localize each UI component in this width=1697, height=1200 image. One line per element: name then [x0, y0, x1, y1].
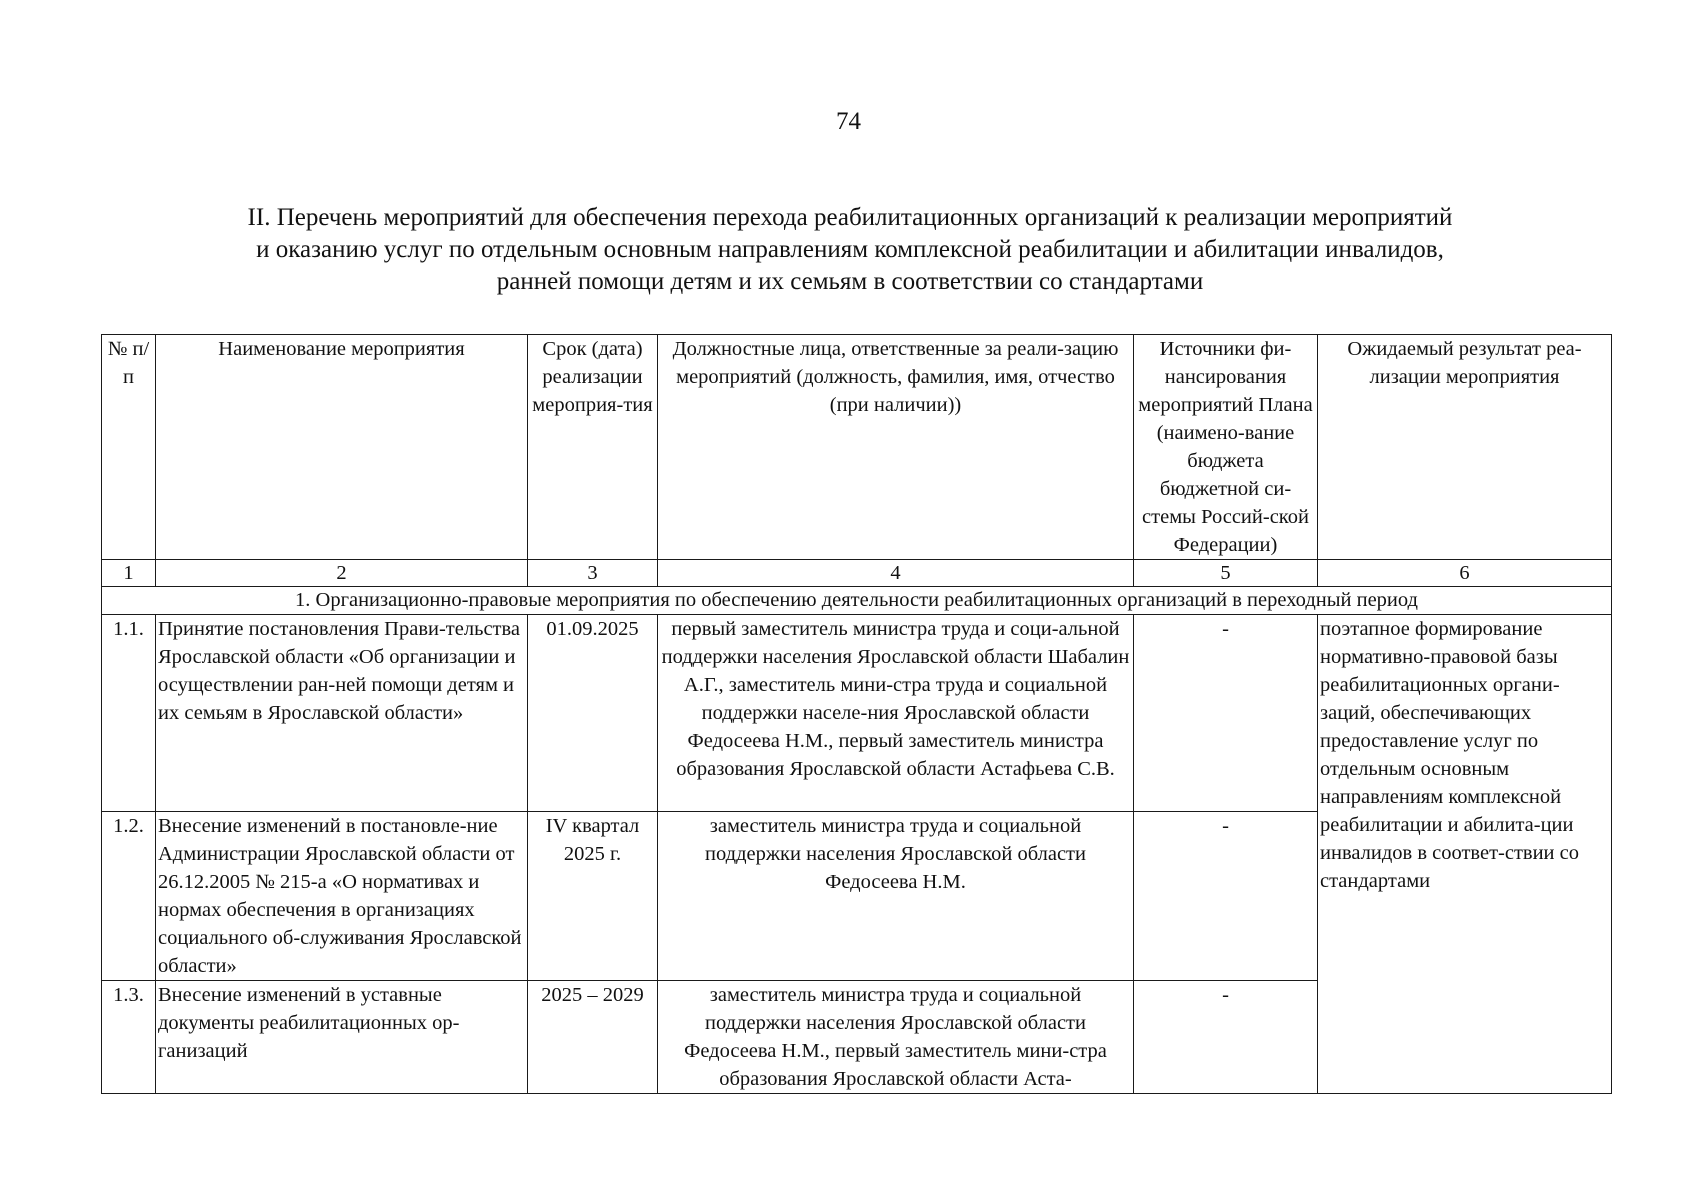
header-responsible: Должностные лица, ответственные за реали-зацию мероприятий (должность, фамилия, имя, отчество (при наличии)) — [658, 335, 1134, 560]
row-number: 1.3. — [102, 981, 156, 1094]
section-title-line-2: и оказанию услуг по отдельным основным направлениям комплексной реабилитации и абилитации инвалидов, — [256, 236, 1444, 263]
responsible-persons: заместитель министра труда и социальной поддержки населения Ярославской области Федосеева Н.М., первый заместитель мини-стра образования Ярославской области Аста- — [658, 981, 1134, 1094]
funding-source: - — [1134, 812, 1318, 981]
column-number: 3 — [528, 560, 658, 587]
funding-source: - — [1134, 981, 1318, 1094]
table-header-row — [102, 335, 1612, 560]
header-number: № п/п — [102, 335, 156, 560]
funding-source: - — [1134, 615, 1318, 812]
table-row — [102, 615, 1612, 812]
row-number: 1.2. — [102, 812, 156, 981]
column-number: 2 — [156, 560, 528, 587]
column-number: 4 — [658, 560, 1134, 587]
page-number: 74 — [836, 108, 861, 135]
responsible-persons: заместитель министра труда и социальной поддержки населения Ярославской области Федосеева Н.М. — [658, 812, 1134, 981]
measure-name: Принятие постановления Прави-тельства Ярославской области «Об организации и осуществлении ран-ней помощи детям и их семьям в Ярославской области» — [156, 615, 528, 812]
measure-term: 2025 – 2029 — [528, 981, 658, 1094]
expected-result: поэтапное формирование нормативно-правовой базы реабилитационных органи-заций, обеспечивающих предоставление услуг по отдельным основным направлениям комплексной реабилитации и абилита-ции инвалидов в соответ-ствии со стандартами — [1318, 615, 1612, 1094]
measure-name: Внесение изменений в постановле-ние Администрации Ярославской области от 26.12.2005 № 215-а «О нормативах и нормах обеспечения в организациях социального об-служивания Ярославской области» — [156, 812, 528, 981]
section-title-line-1: II. Перечень мероприятий для обеспечения перехода реабилитационных организаций к реализации мероприятий — [247, 204, 1453, 231]
measure-term: IV квартал 2025 г. — [528, 812, 658, 981]
measure-name: Внесение изменений в уставные документы реабилитационных ор-ганизаций — [156, 981, 528, 1094]
column-number: 5 — [1134, 560, 1318, 587]
section-heading: 1. Организационно-правовые мероприятия по обеспечению деятельности реабилитационных организаций в переходный период — [102, 587, 1612, 615]
section-heading-row — [102, 587, 1612, 615]
header-funding: Источники фи-нансирования мероприятий Плана (наимено-вание бюджета бюджетной си-стемы Россий-ской Федерации) — [1134, 335, 1318, 560]
section-title-line-3: ранней помощи детям и их семьям в соответствии со стандартами — [496, 268, 1204, 295]
column-numbers-row — [102, 560, 1612, 587]
measure-term: 01.09.2025 — [528, 615, 658, 812]
column-number: 1 — [102, 560, 156, 587]
header-measure-name: Наименование мероприятия — [156, 335, 528, 560]
responsible-persons: первый заместитель министра труда и соци-альной поддержки населения Ярославской области Шабалин А.Г., заместитель мини-стра труда и социальной поддержки населе-ния Ярославской области Федосеева Н.М., первый заместитель министра образования Ярославской области Астафьева С.В. — [658, 615, 1134, 812]
row-number: 1.1. — [102, 615, 156, 812]
column-number: 6 — [1318, 560, 1612, 587]
measures-table — [101, 334, 1612, 1094]
section-title — [140, 202, 1560, 298]
header-expected-result: Ожидаемый результат реа-лизации мероприятия — [1318, 335, 1612, 560]
header-term: Срок (дата) реализации мероприя-тия — [528, 335, 658, 560]
